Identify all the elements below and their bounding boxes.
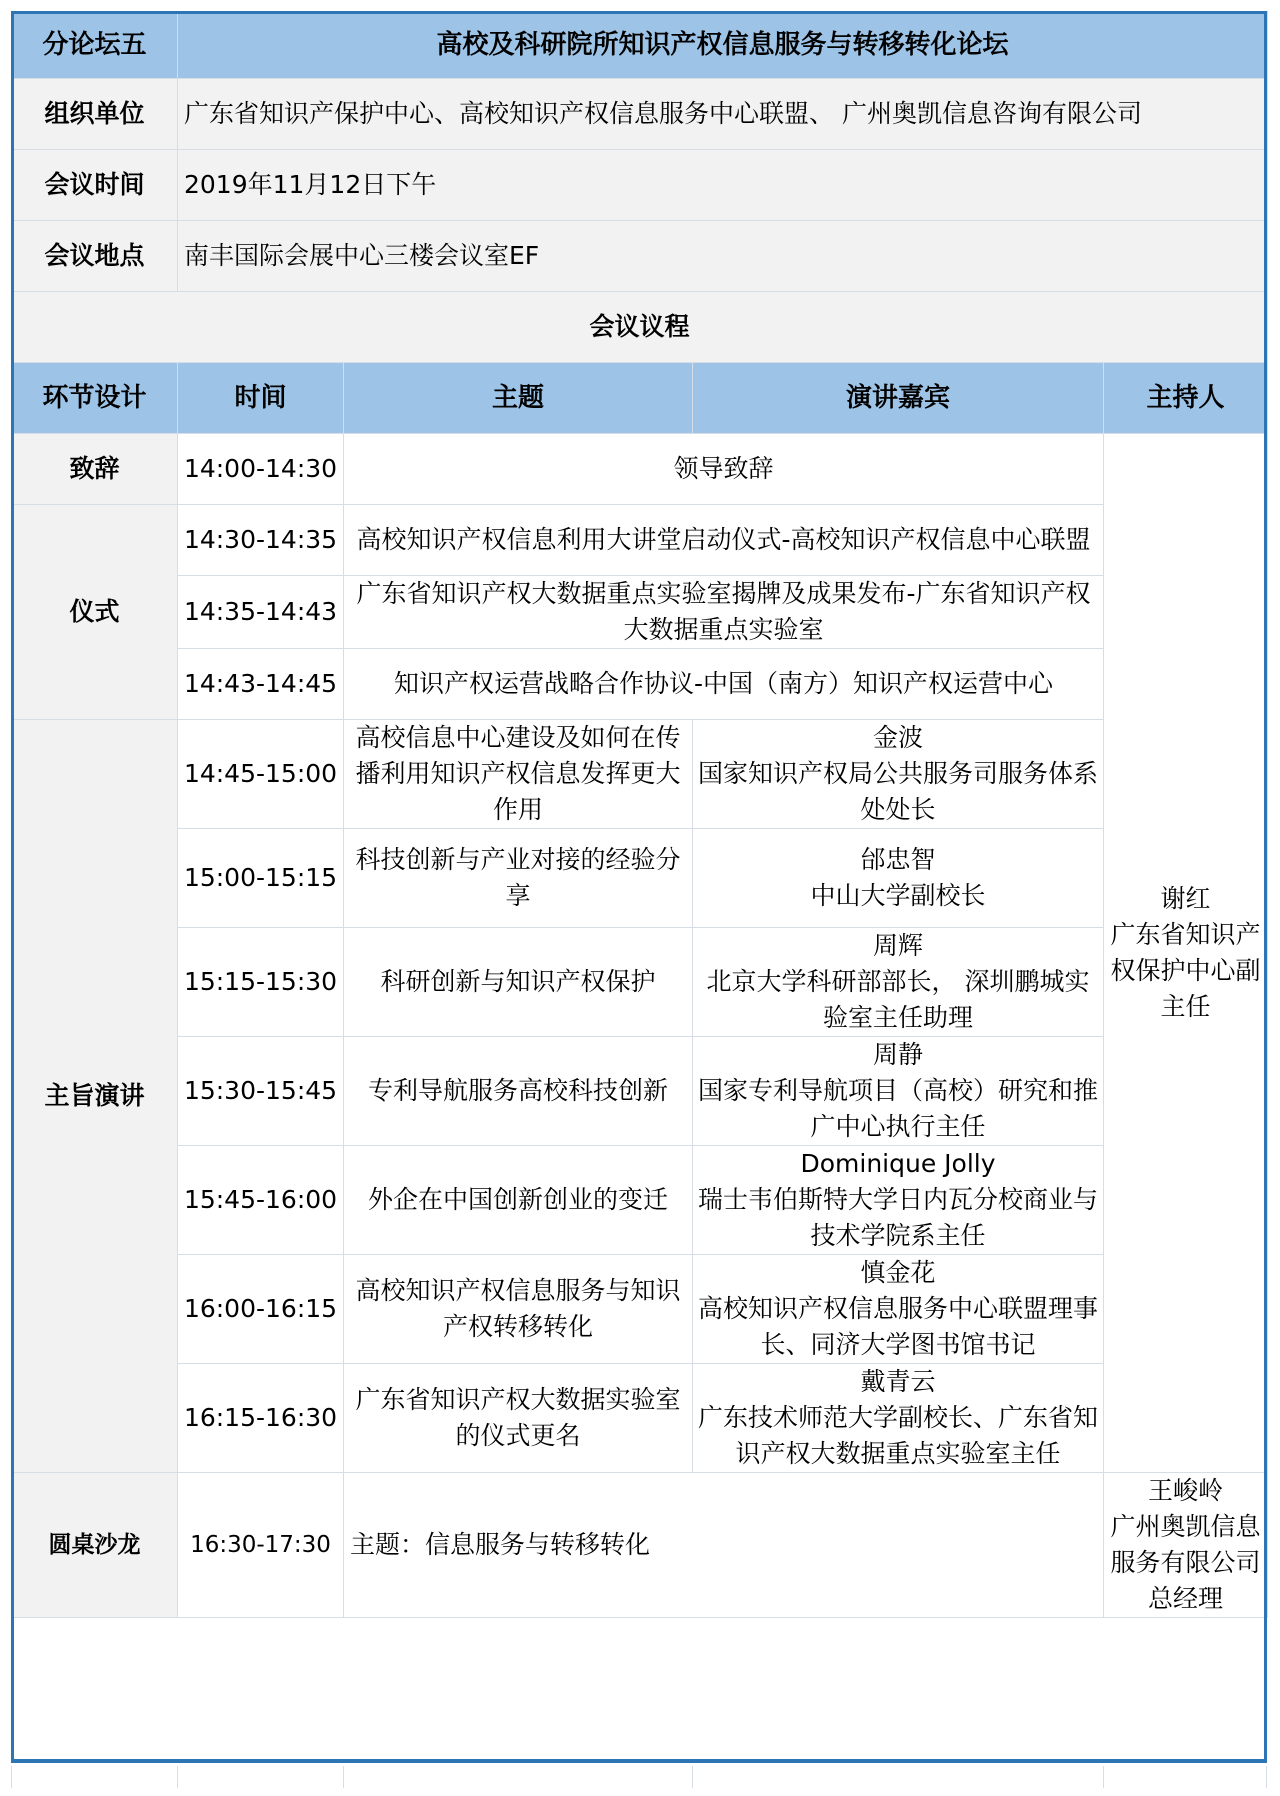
table-row: [12, 720, 1268, 829]
session-time: 14:43-14:45: [178, 649, 344, 720]
segment-salon: 圆桌沙龙: [12, 1473, 178, 1618]
table-row: [12, 576, 1268, 649]
speaker-cell: [693, 928, 1104, 1037]
session-time: 16:30-17:30: [178, 1473, 344, 1618]
forum-title: 高校及科研院所知识产权信息服务与转移转化论坛: [178, 12, 1268, 79]
session-time: 14:00-14:30: [178, 434, 344, 505]
session-time: 16:15-16:30: [178, 1364, 344, 1473]
agenda-title-row: [12, 292, 1268, 363]
session-topic: 高校信息中心建设及如何在传播利用知识产权信息发挥更大作用: [344, 720, 693, 829]
organizer-label: 组织单位: [12, 79, 178, 150]
session-time: 15:30-15:45: [178, 1037, 344, 1146]
session-topic: 广东省知识产权大数据重点实验室揭牌及成果发布-广东省知识产权大数据重点实验室: [344, 576, 1104, 649]
host-title: 广州奥凯信息服务有限公司总经理: [1110, 1512, 1261, 1613]
host-title: 广东省知识产权保护中心副主任: [1110, 920, 1261, 1021]
meeting-place-row: [12, 221, 1268, 292]
speaker-title: 国家专利导航项目（高校）研究和推广中心执行主任: [697, 1076, 1098, 1141]
session-topic: 专利导航服务高校科技创新: [344, 1037, 693, 1146]
host-salon: [1104, 1473, 1268, 1618]
speaker-cell: [693, 1364, 1104, 1473]
speaker-cell: [693, 720, 1104, 829]
session-time: 15:00-15:15: [178, 829, 344, 928]
table-row: [12, 505, 1268, 576]
column-header-host: 主持人: [1104, 363, 1268, 434]
segment-ceremony: 仪式: [12, 505, 178, 720]
table-row: [12, 1146, 1268, 1255]
organizer-value: 广东省知识产保护中心、高校知识产权信息服务中心联盟、 广州奥凯信息咨询有限公司: [178, 79, 1268, 150]
meeting-place-label: 会议地点: [12, 221, 178, 292]
agenda-table: [11, 11, 1268, 1618]
gridline: [692, 1766, 693, 1788]
column-header-segment: 环节设计: [12, 363, 178, 434]
segment-opening: 致辞: [12, 434, 178, 505]
table-row: [12, 1473, 1268, 1618]
speaker-cell: [693, 1146, 1104, 1255]
speaker-title: 北京大学科研部部长， 深圳鹏城实验室主任助理: [706, 967, 1090, 1032]
host-main: [1104, 434, 1268, 1473]
meeting-time-value: 2019年11月12日下午: [178, 150, 1268, 221]
session-time: 14:45-15:00: [178, 720, 344, 829]
forum-label: 分论坛五: [12, 12, 178, 79]
column-header-topic: 主题: [344, 363, 693, 434]
host-name: 谢红: [1160, 884, 1211, 913]
speaker-cell: [693, 1255, 1104, 1364]
session-topic: 知识产权运营战略合作协议-中国（南方）知识产权运营中心: [344, 649, 1104, 720]
session-time: 14:30-14:35: [178, 505, 344, 576]
organizer-row: [12, 79, 1268, 150]
gridline: [11, 1766, 12, 1788]
session-topic: 广东省知识产权大数据实验室的仪式更名: [344, 1364, 693, 1473]
session-topic: 科研创新与知识产权保护: [344, 928, 693, 1037]
gridline-stubs: [11, 1766, 1267, 1788]
session-time: 16:00-16:15: [178, 1255, 344, 1364]
host-name: 王峻岭: [1148, 1476, 1224, 1505]
gridline: [343, 1766, 344, 1788]
table-row: [12, 434, 1268, 505]
speaker-name: 戴青云: [860, 1367, 936, 1396]
speaker-name: 周静: [872, 1040, 923, 1069]
session-topic: 科技创新与产业对接的经验分享: [344, 829, 693, 928]
speaker-title: 广东技术师范大学副校长、广东省知识产权大数据重点实验室主任: [697, 1403, 1098, 1468]
gridline: [177, 1766, 178, 1788]
table-row: [12, 928, 1268, 1037]
speaker-title: 中山大学副校长: [810, 881, 986, 910]
speaker-name: Dominique Jolly: [800, 1149, 996, 1178]
session-time: 15:15-15:30: [178, 928, 344, 1037]
session-topic: 外企在中国创新创业的变迁: [344, 1146, 693, 1255]
column-header-speaker: 演讲嘉宾: [693, 363, 1104, 434]
forum-header-row: [12, 12, 1268, 79]
speaker-cell: [693, 1037, 1104, 1146]
speaker-title: 瑞士韦伯斯特大学日内瓦分校商业与技术学院系主任: [697, 1185, 1098, 1250]
speaker-name: 周辉: [872, 931, 923, 960]
column-header-time: 时间: [178, 363, 344, 434]
gridline: [1103, 1766, 1104, 1788]
meeting-place-value: 南丰国际会展中心三楼会议室EF: [178, 221, 1268, 292]
session-topic: 高校知识产权信息利用大讲堂启动仪式-高校知识产权信息中心联盟: [344, 505, 1104, 576]
column-header-row: [12, 363, 1268, 434]
speaker-title: 高校知识产权信息服务中心联盟理事长、同济大学图书馆书记: [697, 1294, 1098, 1359]
speaker-cell: [693, 829, 1104, 928]
session-topic: 高校知识产权信息服务与知识产权转移转化: [344, 1255, 693, 1364]
speaker-name: 邰忠智: [860, 845, 936, 874]
meeting-time-row: [12, 150, 1268, 221]
session-time: 15:45-16:00: [178, 1146, 344, 1255]
session-time: 14:35-14:43: [178, 576, 344, 649]
gridline: [1266, 1766, 1267, 1788]
speaker-name: 慎金花: [860, 1258, 936, 1287]
session-topic: 主题：信息服务与转移转化: [344, 1473, 1104, 1618]
speaker-title: 国家知识产权局公共服务司服务体系处处长: [697, 759, 1098, 824]
table-row: [12, 1255, 1268, 1364]
agenda-sheet: [11, 11, 1267, 1763]
table-row: [12, 829, 1268, 928]
session-topic: 领导致辞: [344, 434, 1104, 505]
table-row: [12, 649, 1268, 720]
agenda-title: 会议议程: [12, 292, 1268, 363]
segment-keynote: 主旨演讲: [12, 720, 178, 1473]
table-row: [12, 1037, 1268, 1146]
speaker-name: 金波: [872, 723, 923, 752]
meeting-time-label: 会议时间: [12, 150, 178, 221]
table-row: [12, 1364, 1268, 1473]
